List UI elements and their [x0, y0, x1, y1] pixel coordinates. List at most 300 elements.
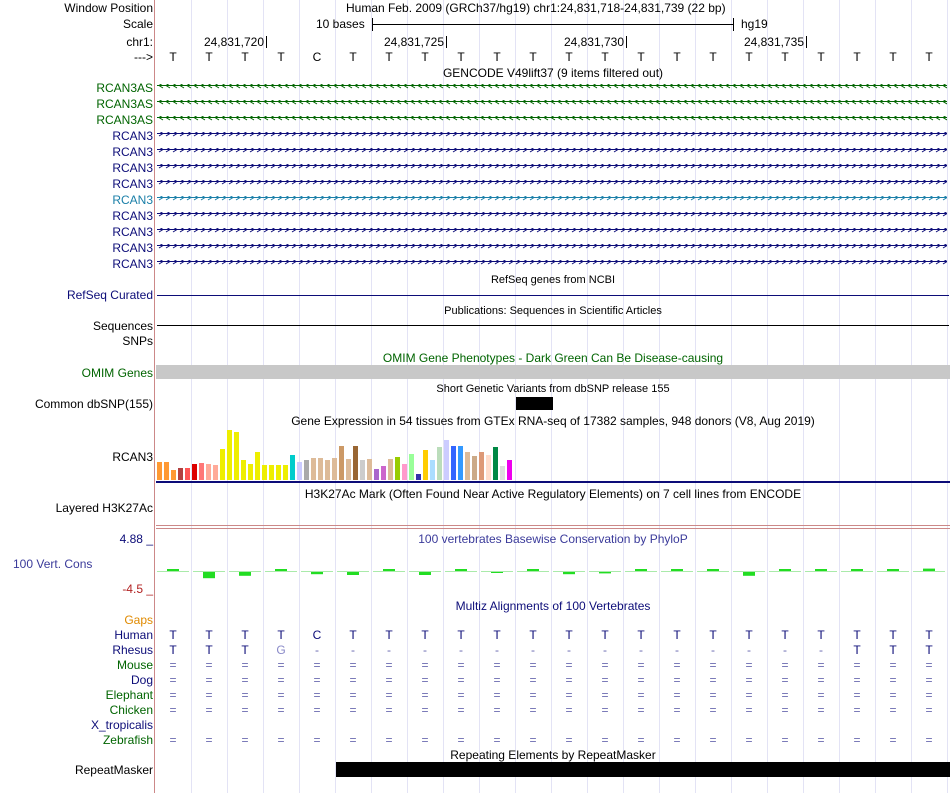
alignment-base: = [529, 733, 537, 747]
alignment-base: G [276, 643, 286, 657]
alignment-base: = [853, 688, 861, 702]
gtex-bar[interactable] [416, 474, 421, 480]
gtex-bar[interactable] [493, 447, 498, 480]
gtex-bar[interactable] [157, 462, 162, 480]
gencode-track-title: GENCODE V49lift37 (9 items filtered out) [442, 66, 664, 80]
species-label-dog[interactable]: Dog [130, 673, 153, 687]
alignment-base: = [637, 658, 645, 672]
gtex-bar[interactable] [185, 468, 190, 480]
gtex-bar[interactable] [500, 466, 505, 480]
phylop-score-bar [779, 569, 791, 571]
gtex-bar[interactable] [220, 449, 225, 480]
alignment-base: = [565, 688, 573, 702]
scale-bar-right-tick [733, 18, 734, 31]
alignment-base: = [313, 658, 321, 672]
gtex-bar[interactable] [367, 459, 372, 480]
strand-arrow-path [157, 100, 947, 104]
sequence-base: T [205, 50, 213, 64]
gencode-item-label[interactable]: RCAN3 [112, 225, 153, 239]
alignment-base: T [205, 628, 213, 642]
phylop-score-bar [203, 571, 215, 578]
alignment-base: = [745, 673, 753, 687]
alignment-base: T [565, 628, 573, 642]
gtex-bar[interactable] [360, 460, 365, 480]
alignment-base: = [781, 733, 789, 747]
alignment-base: = [601, 703, 609, 717]
phylop-score-bar [455, 569, 467, 571]
alignment-base: = [493, 703, 501, 717]
gtex-bar[interactable] [325, 460, 330, 480]
sequence-base: T [493, 50, 501, 64]
alignment-base: = [385, 703, 393, 717]
phylop-zero-line [481, 571, 513, 572]
repeatmasker-block[interactable] [336, 762, 950, 777]
gtex-bar[interactable] [304, 460, 309, 480]
gtex-bar[interactable] [178, 468, 183, 480]
dbsnp-track-label[interactable]: Common dbSNP(155) [34, 397, 153, 411]
plus-strand-arrows-icon [157, 212, 947, 217]
gencode-transcript-line[interactable] [157, 132, 947, 139]
gtex-bar[interactable] [318, 458, 323, 480]
alignment-base: - [459, 643, 463, 657]
phylop-score-bar [707, 569, 719, 571]
gtex-bar[interactable] [199, 463, 204, 480]
gtex-bar[interactable] [395, 457, 400, 480]
alignment-base: = [421, 733, 429, 747]
phylop-score-bar [671, 569, 683, 571]
alignment-base: = [277, 703, 285, 717]
omim-track-label[interactable]: OMIM Genes [81, 366, 153, 380]
gtex-bar[interactable] [234, 432, 239, 480]
minus-strand-arrows-icon [157, 100, 947, 105]
h3k27ac-track-title: H3K27Ac Mark (Often Found Near Active Regulatory Elements) on 7 cell lines from ENCODE [304, 487, 802, 501]
assembly-title[interactable]: Human Feb. 2009 (GRCh37/hg19) chr1:24,831,718-24,831,739 (22 bp) [346, 1, 726, 15]
alignment-base: = [565, 658, 573, 672]
gencode-item-label[interactable]: RCAN3AS [96, 81, 153, 95]
gtex-bar[interactable] [381, 466, 386, 480]
phylop-zero-line [301, 571, 333, 572]
gtex-baseline [156, 481, 950, 483]
snps-track-label[interactable]: SNPs [122, 334, 153, 348]
coordinate-tick [626, 36, 627, 48]
gtex-bar[interactable] [290, 455, 295, 480]
phylop-score-bar [275, 569, 287, 571]
alignment-base: - [711, 643, 715, 657]
alignment-base: = [349, 658, 357, 672]
gtex-bar[interactable] [507, 460, 512, 480]
sequence-base: T [853, 50, 861, 64]
strand-arrow-path [157, 84, 947, 88]
gtex-bar[interactable] [437, 447, 442, 480]
species-label-chicken[interactable]: Chicken [109, 703, 153, 717]
gencode-transcript-line[interactable] [157, 196, 947, 203]
strand-arrow-path [157, 212, 947, 216]
alignment-base: T [709, 628, 717, 642]
sequence-base: T [745, 50, 753, 64]
gtex-bar[interactable] [276, 465, 281, 480]
alignment-base: = [925, 688, 933, 702]
gtex-bar[interactable] [353, 446, 358, 480]
gtex-bar[interactable] [171, 470, 176, 480]
alignment-base: = [349, 733, 357, 747]
alignment-base: = [349, 673, 357, 687]
phylop-min-label: -4.5 _ [122, 582, 153, 596]
gencode-item-label[interactable]: RCAN3AS [96, 113, 153, 127]
phylop-score-bar [527, 569, 539, 571]
alignment-base: = [817, 658, 825, 672]
phylop-score-bar [383, 569, 395, 571]
sequence-base: T [457, 50, 465, 64]
sequence-base: T [241, 50, 249, 64]
alignment-base: - [675, 643, 679, 657]
gaps-label[interactable]: Gaps [124, 613, 153, 627]
alignment-base: = [349, 703, 357, 717]
alignment-base: = [313, 733, 321, 747]
alignment-base: - [423, 643, 427, 657]
gtex-bar[interactable] [332, 458, 337, 480]
alignment-base: T [529, 628, 537, 642]
alignment-base: C [312, 628, 322, 642]
alignment-base: = [277, 673, 285, 687]
strand-arrow-path [157, 116, 947, 120]
alignment-base: = [277, 688, 285, 702]
scale-bar-left-tick [372, 18, 373, 31]
alignment-base: = [565, 673, 573, 687]
alignment-base: = [457, 703, 465, 717]
alignment-base: = [925, 703, 933, 717]
gencode-transcript-line[interactable] [157, 100, 947, 107]
minus-strand-arrows-icon [157, 116, 947, 121]
alignment-base: = [169, 703, 177, 717]
alignment-base: = [637, 733, 645, 747]
alignment-base: = [709, 688, 717, 702]
alignment-base: = [421, 658, 429, 672]
gencode-transcript-line[interactable] [157, 180, 947, 187]
coordinate-label: 24,831,730 [563, 35, 624, 49]
coordinate-label: 24,831,735 [743, 35, 804, 49]
gtex-bar[interactable] [283, 465, 288, 480]
sequence-base: T [529, 50, 537, 64]
phylop-score-bar [887, 569, 899, 571]
alignment-base: = [817, 733, 825, 747]
omim-track-title: OMIM Gene Phenotypes - Dark Green Can Be Disease-causing [382, 351, 724, 365]
alignment-base: = [169, 688, 177, 702]
sequence-base: T [637, 50, 645, 64]
gencode-transcript-line[interactable] [157, 212, 947, 219]
sequence-base: T [673, 50, 681, 64]
alignment-base: = [889, 703, 897, 717]
gencode-transcript-line[interactable] [157, 244, 947, 251]
species-label-human[interactable]: Human [114, 628, 153, 642]
alignment-base: - [819, 643, 823, 657]
publications-line[interactable] [157, 325, 949, 326]
alignment-base: T [493, 628, 501, 642]
phylop-zero-line [661, 571, 693, 572]
alignment-base: = [205, 673, 213, 687]
phylop-zero-line [913, 571, 945, 572]
gencode-transcript-line[interactable] [157, 164, 947, 171]
alignment-base: T [853, 628, 861, 642]
gencode-transcript-line[interactable] [157, 228, 947, 235]
h3k27ac-divider-bottom [156, 528, 950, 529]
alignment-base: T [169, 628, 177, 642]
alignment-base: = [565, 703, 573, 717]
alignment-base: = [493, 688, 501, 702]
gtex-bar[interactable] [402, 464, 407, 480]
gencode-item-label[interactable]: RCAN3 [112, 145, 153, 159]
gtex-bar[interactable] [262, 465, 267, 480]
gencode-item-label[interactable]: RCAN3 [112, 177, 153, 191]
species-label-zebrafish[interactable]: Zebrafish [102, 733, 153, 747]
sequence-base: T [277, 50, 285, 64]
alignment-base: T [385, 628, 393, 642]
repeatmasker-track-label[interactable]: RepeatMasker [74, 763, 153, 777]
gencode-item-label[interactable]: RCAN3AS [96, 97, 153, 111]
gencode-item-label[interactable]: RCAN3 [112, 193, 153, 207]
alignment-base: = [277, 658, 285, 672]
publications-track-label[interactable]: Sequences [92, 319, 153, 333]
alignment-base: T [889, 643, 897, 657]
refseq-gene-line[interactable] [157, 295, 949, 296]
window-position-label: Window Position [64, 1, 153, 15]
alignment-base: = [817, 703, 825, 717]
phylop-zero-line [229, 571, 261, 572]
gtex-bar[interactable] [164, 462, 169, 480]
label-separator-line [154, 0, 155, 793]
gtex-track-label[interactable]: RCAN3 [112, 450, 153, 464]
alignment-base: = [529, 673, 537, 687]
gtex-bar[interactable] [297, 462, 302, 480]
alignment-base: = [673, 688, 681, 702]
alignment-base: T [781, 628, 789, 642]
phylop-zero-line [805, 571, 837, 572]
gtex-bar[interactable] [346, 459, 351, 480]
plus-strand-arrows-icon [157, 180, 947, 185]
gridline [947, 0, 948, 793]
gtex-bar[interactable] [388, 459, 393, 480]
phylop-zero-line [553, 571, 585, 572]
gencode-item-label[interactable]: RCAN3 [112, 209, 153, 223]
alignment-base: = [673, 733, 681, 747]
alignment-base: = [385, 733, 393, 747]
gtex-bar[interactable] [311, 458, 316, 480]
species-label-x_tropicalis[interactable]: X_tropicalis [90, 718, 153, 732]
alignment-base: T [421, 628, 429, 642]
alignment-base: = [205, 733, 213, 747]
sequence-base: T [601, 50, 609, 64]
phylop-zero-line [373, 571, 405, 572]
alignment-base: = [313, 673, 321, 687]
alignment-base: - [639, 643, 643, 657]
refseq-track-label[interactable]: RefSeq Curated [66, 288, 153, 302]
alignment-base: = [673, 658, 681, 672]
alignment-base: = [745, 703, 753, 717]
gencode-item-label[interactable]: RCAN3 [112, 257, 153, 271]
phylop-zero-line [265, 571, 297, 572]
coordinate-tick [446, 36, 447, 48]
alignment-base: = [889, 733, 897, 747]
alignment-base: T [241, 643, 249, 657]
strand-label[interactable]: ---> [134, 50, 153, 64]
gencode-item-label[interactable]: RCAN3 [112, 241, 153, 255]
alignment-base: = [277, 733, 285, 747]
alignment-base: = [817, 673, 825, 687]
alignment-base: = [781, 688, 789, 702]
h3k27ac-track-label[interactable]: Layered H3K27Ac [55, 501, 153, 515]
alignment-base: T [457, 628, 465, 642]
alignment-base: = [925, 658, 933, 672]
scale-label: Scale [122, 17, 153, 31]
alignment-base: = [205, 658, 213, 672]
gtex-bar[interactable] [486, 455, 491, 480]
alignment-base: = [781, 703, 789, 717]
phylop-zero-line [697, 571, 729, 572]
gtex-bar[interactable] [479, 452, 484, 480]
publications-track-title: Publications: Sequences in Scientific Articles [444, 305, 662, 317]
refseq-track-title: RefSeq genes from NCBI [490, 274, 616, 286]
gtex-bar[interactable] [255, 452, 260, 480]
alignment-base: - [747, 643, 751, 657]
repeatmasker-track-title: Repeating Elements by RepeatMasker [450, 748, 656, 762]
gtex-bar[interactable] [206, 464, 211, 480]
phylop-max-label: 4.88 _ [119, 532, 153, 546]
alignment-base: = [853, 703, 861, 717]
alignment-base: = [601, 658, 609, 672]
strand-arrow-path [157, 164, 947, 168]
strand-arrow-path [157, 196, 947, 200]
gtex-bar[interactable] [213, 465, 218, 480]
alignment-base: = [205, 703, 213, 717]
alignment-base: T [601, 628, 609, 642]
coordinate-tick [266, 36, 267, 48]
alignment-base: = [925, 733, 933, 747]
multiz-track-title: Multiz Alignments of 100 Vertebrates [455, 599, 651, 613]
gtex-bar[interactable] [423, 450, 428, 480]
alignment-base: = [421, 703, 429, 717]
alignment-base: - [495, 643, 499, 657]
plus-strand-arrows-icon [157, 132, 947, 137]
gtex-bar[interactable] [339, 446, 344, 480]
gencode-transcript-line[interactable] [157, 116, 947, 123]
phylop-zero-line [625, 571, 657, 572]
alignment-base: = [205, 688, 213, 702]
scale-text: 10 bases [316, 17, 365, 31]
plus-strand-arrows-icon [157, 164, 947, 169]
alignment-base: = [565, 733, 573, 747]
gtex-bar[interactable] [465, 452, 470, 480]
gencode-item-label[interactable]: RCAN3 [112, 161, 153, 175]
alignment-base: = [781, 673, 789, 687]
alignment-base: = [421, 688, 429, 702]
species-label-rhesus[interactable]: Rhesus [112, 643, 153, 657]
alignment-base: = [601, 688, 609, 702]
alignment-base: - [603, 643, 607, 657]
gencode-transcript-line[interactable] [157, 84, 947, 91]
gencode-transcript-line[interactable] [157, 148, 947, 155]
phylop-zero-line [877, 571, 909, 572]
alignment-base: = [601, 733, 609, 747]
gtex-bar[interactable] [374, 469, 379, 480]
alignment-base: = [313, 688, 321, 702]
alignment-base: = [457, 733, 465, 747]
gencode-item-label[interactable]: RCAN3 [112, 129, 153, 143]
phylop-zero-line [157, 571, 189, 572]
gtex-bar[interactable] [451, 446, 456, 480]
alignment-base: = [457, 658, 465, 672]
alignment-base: = [601, 673, 609, 687]
strand-arrow-path [157, 148, 947, 152]
phylop-track-label[interactable]: 100 Vert. Cons [13, 557, 93, 571]
strand-arrow-path [157, 260, 947, 264]
alignment-base: T [673, 628, 681, 642]
species-label-mouse[interactable]: Mouse [116, 658, 153, 672]
gtex-bar[interactable] [269, 465, 274, 480]
gtex-bar[interactable] [444, 440, 449, 480]
strand-arrow-path [157, 180, 947, 184]
alignment-base: = [853, 673, 861, 687]
alignment-base: - [567, 643, 571, 657]
alignment-base: = [169, 658, 177, 672]
alignment-base: = [673, 703, 681, 717]
species-label-elephant[interactable]: Elephant [105, 688, 153, 702]
h3k27ac-divider-top [156, 525, 950, 526]
gtex-bar[interactable] [458, 446, 463, 480]
coordinate-label: 24,831,725 [383, 35, 444, 49]
phylop-signal[interactable] [156, 560, 950, 596]
omim-gene-bar[interactable] [156, 365, 950, 379]
gencode-transcript-line[interactable] [157, 260, 947, 267]
strand-arrow-path [157, 244, 947, 248]
phylop-zero-line [769, 571, 801, 572]
phylop-score-bar [923, 569, 935, 571]
alignment-base: T [817, 628, 825, 642]
sequence-base: T [385, 50, 393, 64]
strand-arrow-path [157, 132, 947, 136]
dbsnp-variant-block[interactable] [516, 397, 553, 410]
gtex-bar[interactable] [248, 464, 253, 480]
alignment-base: = [493, 673, 501, 687]
alignment-base: = [241, 658, 249, 672]
alignment-base: = [637, 688, 645, 702]
gtex-bar[interactable] [227, 430, 232, 480]
dbsnp-track-title: Short Genetic Variants from dbSNP release 155 [436, 383, 670, 395]
sequence-base: T [889, 50, 897, 64]
alignment-base: = [313, 703, 321, 717]
gtex-bar[interactable] [409, 454, 414, 480]
phylop-score-bar [635, 569, 647, 571]
gtex-bar[interactable] [241, 460, 246, 480]
db-name: hg19 [741, 17, 768, 31]
strand-arrow-path [157, 228, 947, 232]
alignment-base: T [277, 628, 285, 642]
alignment-base: - [315, 643, 319, 657]
gtex-bar[interactable] [192, 464, 197, 480]
plus-strand-arrows-icon [157, 228, 947, 233]
alignment-base: = [241, 688, 249, 702]
sequence-base: T [349, 50, 357, 64]
alignment-base: = [889, 688, 897, 702]
alignment-base: = [349, 688, 357, 702]
alignment-base: - [783, 643, 787, 657]
alignment-base: = [385, 658, 393, 672]
alignment-base: = [745, 658, 753, 672]
alignment-base: = [673, 673, 681, 687]
alignment-base: = [709, 673, 717, 687]
gtex-bar[interactable] [472, 456, 477, 480]
gtex-bar[interactable] [430, 460, 435, 480]
alignment-base: T [637, 628, 645, 642]
alignment-base: T [889, 628, 897, 642]
